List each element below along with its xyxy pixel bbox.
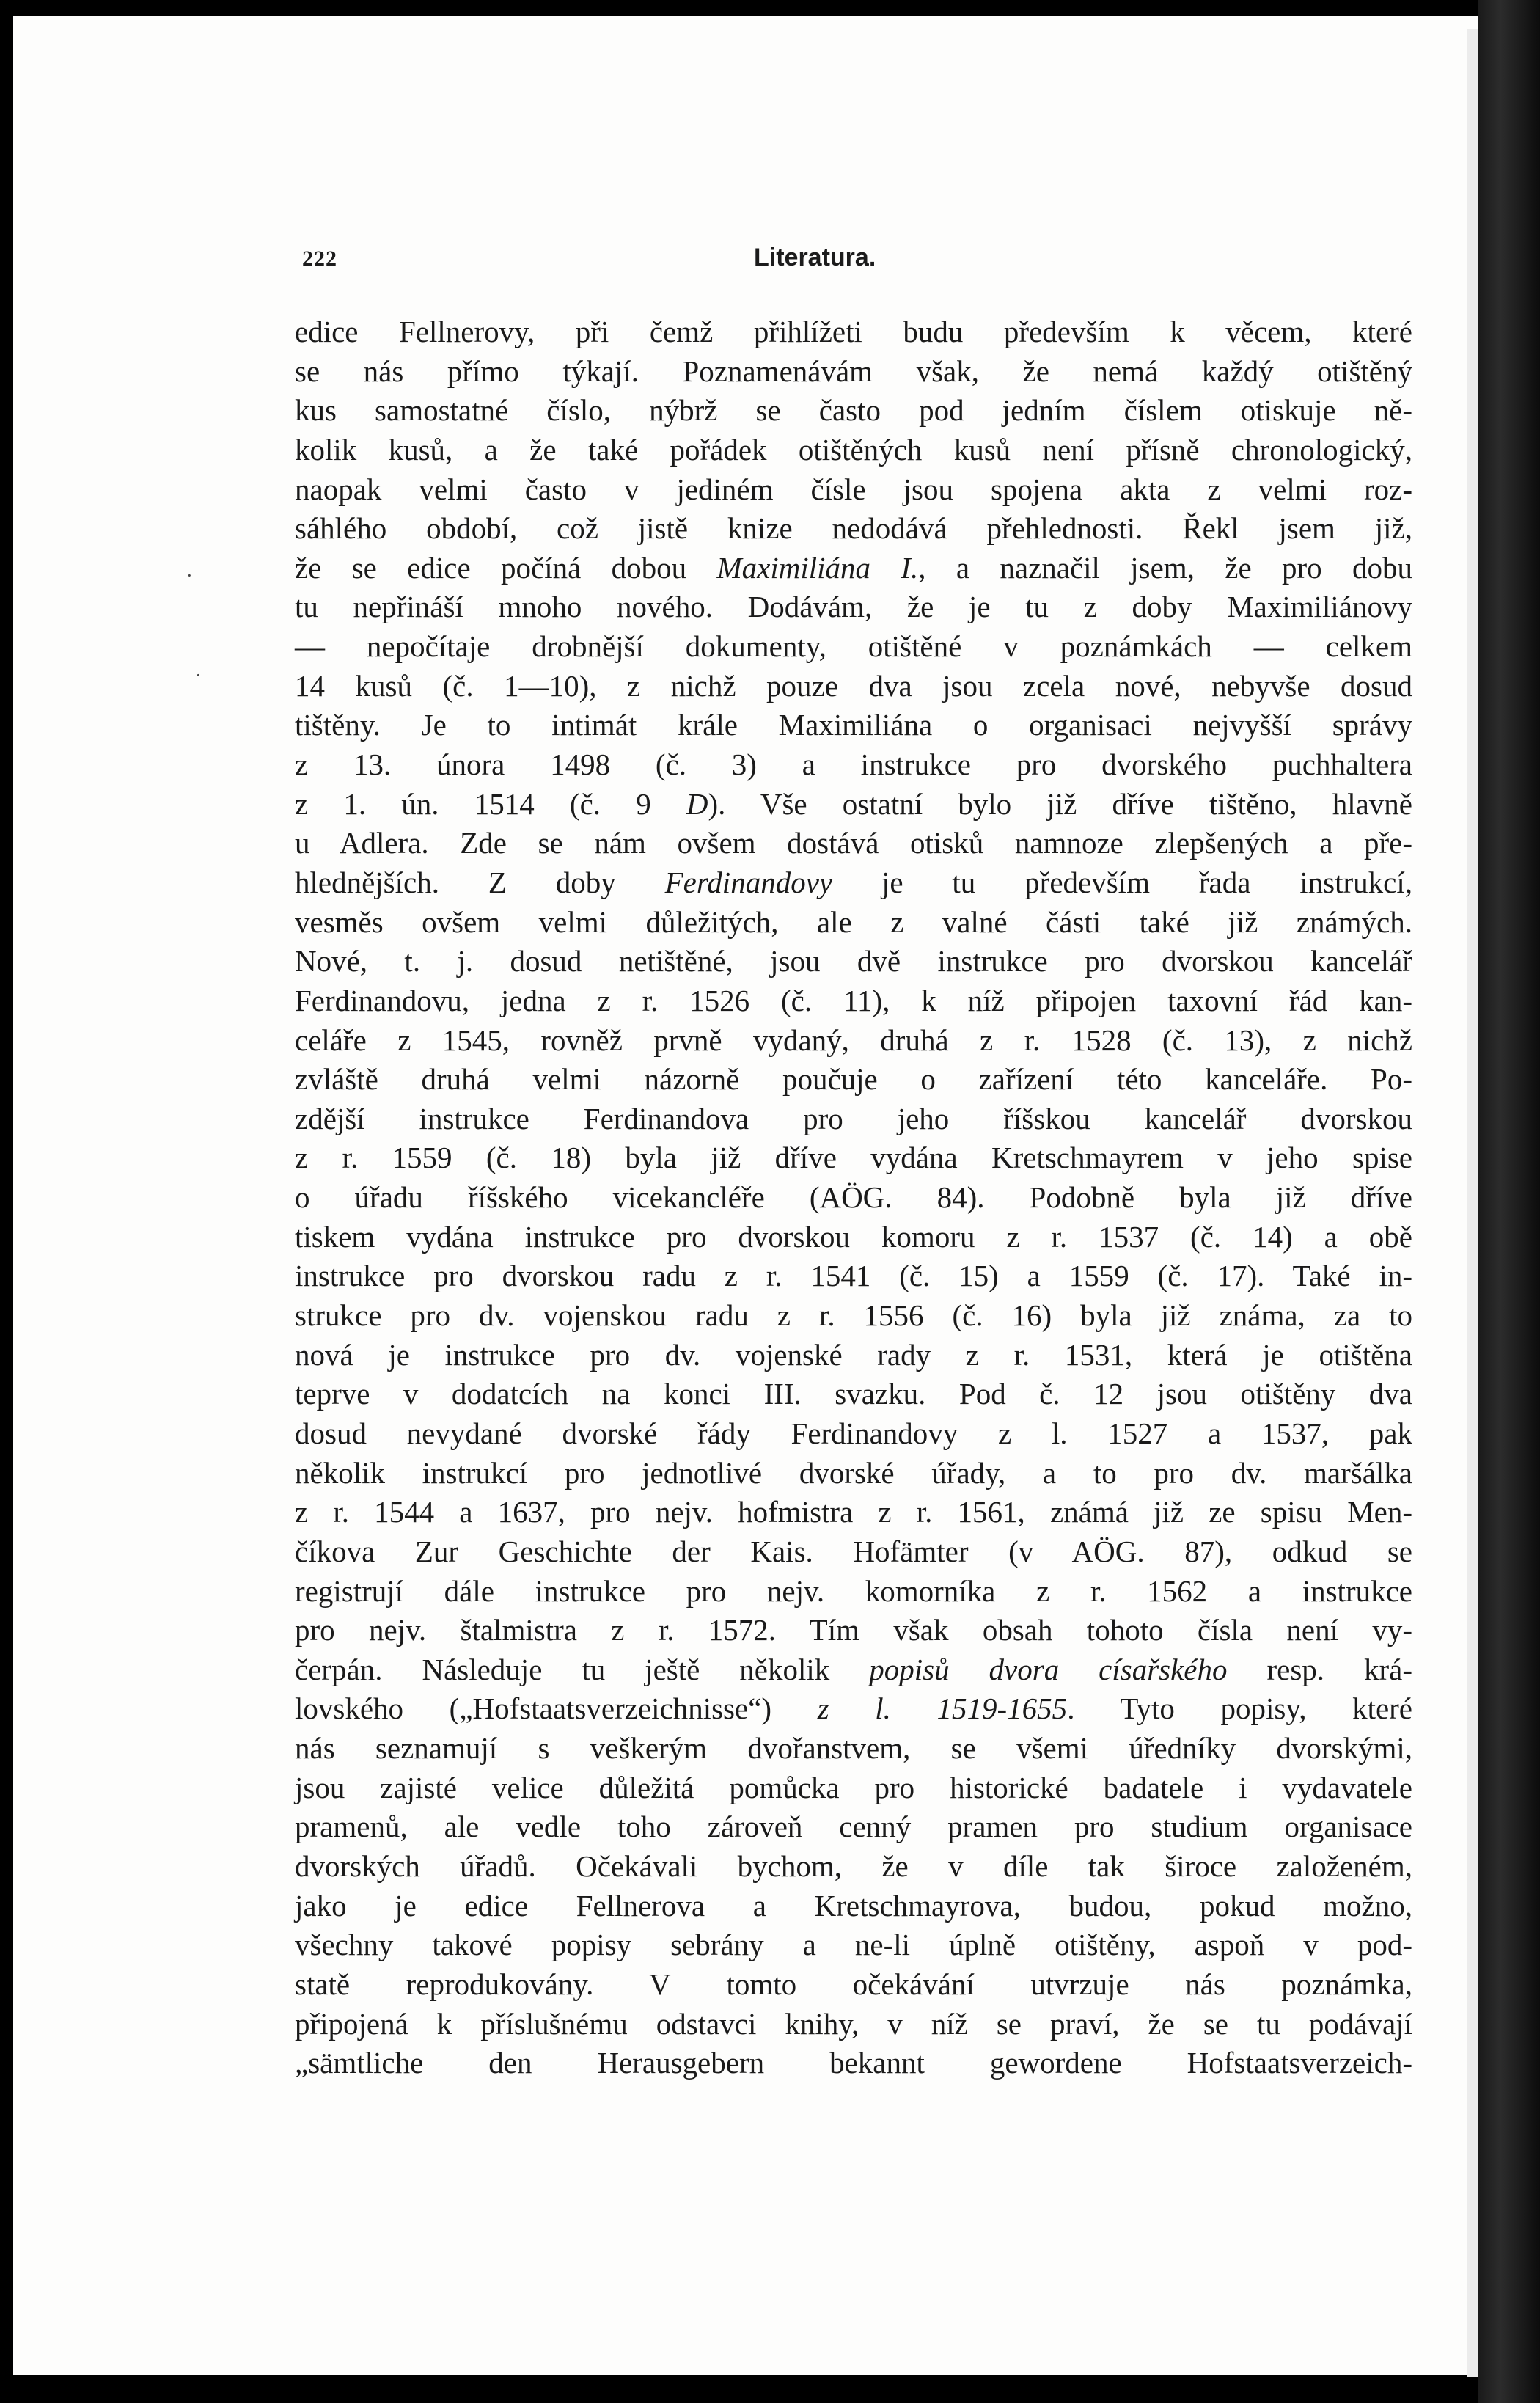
text-line: teprve v dodatcích na konci III. svazku. Pod č. 12 jsou otištěny dva (295, 1377, 1412, 1411)
text-line: pramenů, ale vedle toho zároveň cenný pramen pro studium organisace (295, 1810, 1412, 1844)
text-line: u Adlera. Zde se nám ovšem dostává otisků namnoze zlepšených a pře- (295, 826, 1412, 860)
text-line: — nepočítaje drobnější dokumenty, otištěné v poznámkách — celkem (295, 629, 1412, 664)
text-line: pro nejv. štalmistra z r. 1572. Tím však obsah tohoto čísla není vy- (295, 1613, 1412, 1647)
text-line: připojená k příslušnému odstavci knihy, v níž se praví, že se tu podávají (295, 2006, 1412, 2041)
text-line: „sämtliche den Herausgebern bekannt gewordene Hofstaatsverzeich- (295, 2046, 1412, 2080)
text-line: se nás přímo týkají. Poznamenávám však, že nemá každý otištěný (295, 354, 1412, 388)
running-title: Literatura. (754, 244, 876, 271)
text-line: zvláště druhá velmi názorně poučuje o zařízení této kanceláře. Po- (295, 1062, 1412, 1097)
text-line: 14 kusů (č. 1—10), z nichž pouze dva jsou zcela nové, nebyvše dosud (295, 668, 1412, 703)
text-line: naopak velmi často v jediném čísle jsou spojena akta z velmi roz- (295, 472, 1412, 506)
text-line: několik instrukcí pro jednotlivé dvorské úřady, a to pro dv. maršálka (295, 1455, 1412, 1490)
text-line: celáře z 1545, rovněž prvně vydaný, druhá z r. 1528 (č. 13), z nichž (295, 1023, 1412, 1057)
text-line: z r. 1559 (č. 18) byla již dříve vydána Kretschmayrem v jeho spise (295, 1141, 1412, 1175)
text-line: z 1. ún. 1514 (č. 9 D). Vše ostatní bylo již dříve tištěno, hlavně (295, 786, 1412, 821)
text-line: instrukce pro dvorskou radu z r. 1541 (č. 15) a 1559 (č. 17). Také in- (295, 1259, 1412, 1293)
text-line: lovského („Hofstaatsverzeichnisse“) z l. 1519-1655. Tyto popisy, které (295, 1691, 1413, 1726)
text-line: jako je edice Fellnerova a Kretschmayrova, budou, pokud možno, (295, 1888, 1412, 1923)
margin-speck: · (195, 665, 202, 686)
text-line: edice Fellnerovy, při čemž přihlížeti budu především k věcem, které (295, 315, 1412, 348)
text-line: tu nepřináší mnoho nového. Dodávám, že je tu z doby Maximiliánovy (295, 590, 1412, 624)
text-line: z r. 1544 a 1637, pro nejv. hofmistra z r. 1561, známá již ze spisu Men- (295, 1495, 1412, 1529)
body-text (295, 312, 1412, 2083)
text-line: jsou zajisté velice důležitá pomůcka pro historické badatele i vydavatele (295, 1770, 1412, 1804)
text-line: sáhlého období, což jistě knize nedodává přehlednosti. Řekl jsem již, (295, 511, 1412, 546)
text-line: registrují dále instrukce pro nejv. komorníka z r. 1562 a instrukce (295, 1573, 1412, 1608)
text-line: strukce pro dv. vojenskou radu z r. 1556 (č. 16) byla již známa, za to (295, 1298, 1412, 1333)
margin-speck: · (186, 565, 193, 586)
text-line: vesměs ovšem velmi důležitých, ale z valné části také již známých. (295, 904, 1412, 939)
text-line: všechny takové popisy sebrány a ne-li úplně otištěny, aspoň v pod- (295, 1928, 1412, 1962)
text-line: čerpán. Následuje tu ještě několik popisů dvora císařského resp. krá- (295, 1652, 1412, 1686)
text-line: zdější instrukce Ferdinandova pro jeho říšskou kancelář dvorskou (295, 1101, 1412, 1135)
text-line: že se edice počíná dobou Maximiliána I., a naznačil jsem, že pro dobu (295, 550, 1412, 585)
text-line: nová je instrukce pro dv. vojenské rady z r. 1531, která je otištěna (295, 1337, 1412, 1372)
text-line: statě reprodukovány. V tomto očekávání utvrzuje nás poznámka, (295, 1967, 1412, 2001)
text-line: z 13. února 1498 (č. 3) a instrukce pro dvorského puchhaltera (295, 747, 1412, 782)
text-line: o úřadu říšského vicekancléře (AÖG. 84). Podobně byla již dříve (295, 1180, 1412, 1215)
text-line: tiskem vydána instrukce pro dvorskou komoru z r. 1537 (č. 14) a obě (295, 1219, 1412, 1254)
text-line: Ferdinandovu, jedna z r. 1526 (č. 11), k níž připojen taxovní řád kan- (295, 983, 1412, 1017)
text-line: tištěny. Je to intimát krále Maximiliána o organisaci nejvyšší správy (295, 708, 1412, 742)
text-line: Nové, t. j. dosud netištěné, jsou dvě instrukce pro dvorskou kancelář (295, 944, 1412, 979)
scan-border-right (1478, 0, 1540, 2403)
text-line: kolik kusů, a že také pořádek otištěných kusů není přísně chronologický, (295, 432, 1412, 467)
text-line: číkova Zur Geschichte der Kais. Hofämter (v AÖG. 87), odkud se (295, 1534, 1412, 1568)
text-line: hlednějších. Z doby Ferdinandovy je tu především řada instrukcí, (295, 865, 1412, 899)
text-line: kus samostatné číslo, nýbrž se často pod jedním číslem otiskuje ně- (295, 393, 1412, 428)
text-line: nás seznamují s veškerým dvořanstvem, se všemi úředníky dvorskými, (295, 1731, 1412, 1766)
text-line: dosud nevydané dvorské řády Ferdinandovy z l. 1527 a 1537, pak (295, 1416, 1412, 1450)
page-number: 222 (302, 246, 337, 271)
text-line: dvorských úřadů. Očekávali bychom, že v díle tak široce založeném, (295, 1848, 1412, 1883)
